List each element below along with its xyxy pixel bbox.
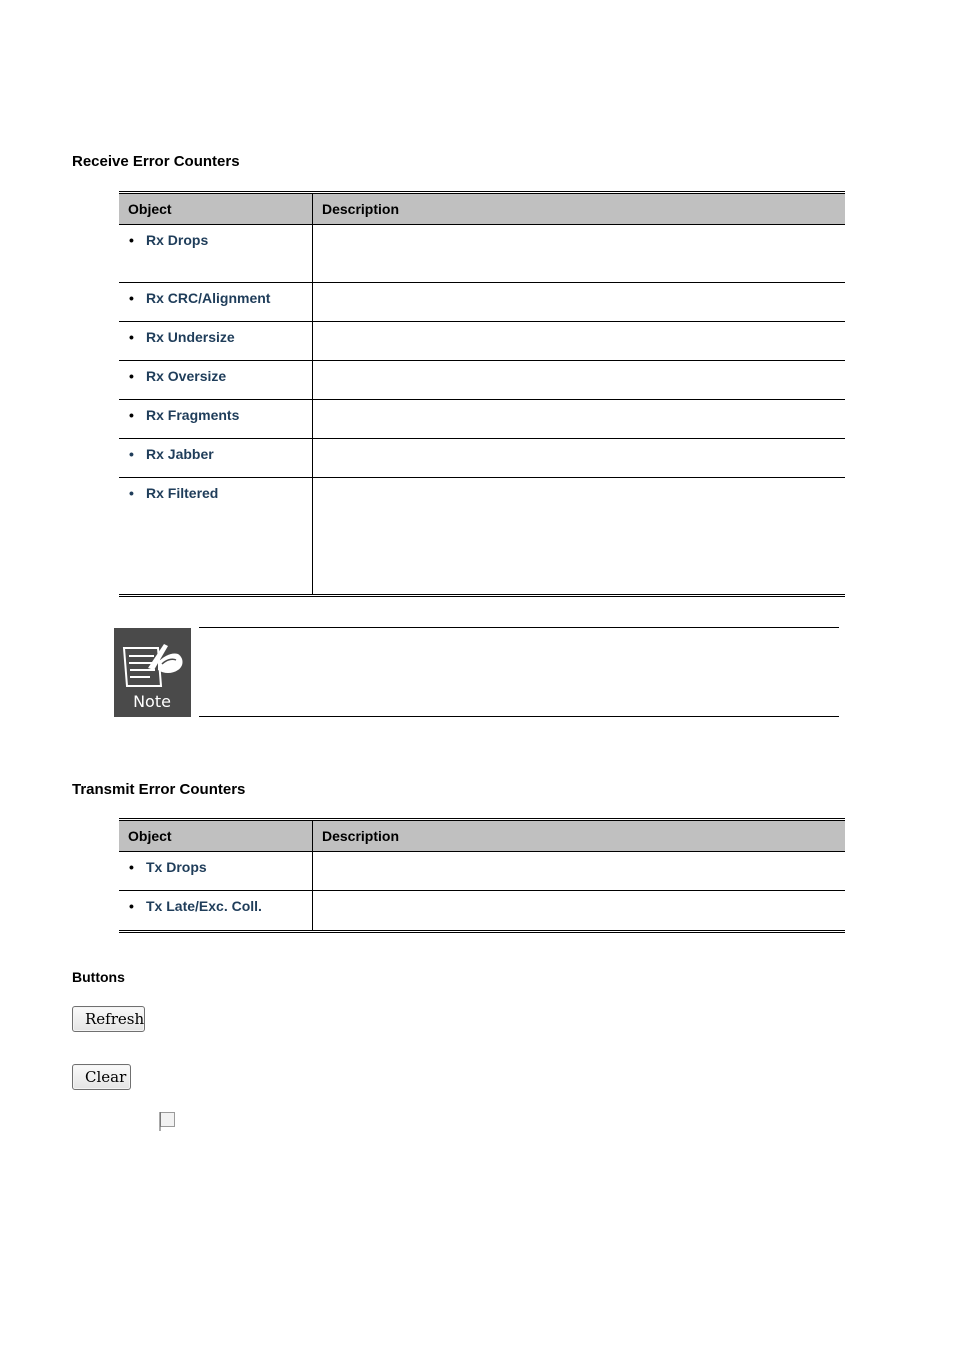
object-label-rx-undersize: Rx Undersize	[146, 329, 235, 345]
note-top-rule	[199, 627, 839, 628]
description-cell	[313, 322, 846, 361]
note-icon-label: Note	[133, 692, 171, 711]
description-cell	[313, 283, 846, 322]
buttons-section-title: Buttons	[72, 969, 125, 985]
bullet-icon: •	[129, 232, 134, 248]
table-row	[119, 400, 845, 439]
bullet-icon: •	[129, 446, 134, 462]
checkbox-icon[interactable]	[159, 1111, 176, 1131]
bullet-icon: •	[129, 859, 134, 875]
description-cell	[313, 852, 846, 891]
table-row	[119, 225, 845, 283]
table-row	[119, 322, 845, 361]
bullet-icon: •	[129, 329, 134, 345]
object-label-rx-crc-alignment: Rx CRC/Alignment	[146, 290, 271, 306]
object-label-rx-filtered: Rx Filtered	[146, 485, 219, 501]
object-label-tx-drops: Tx Drops	[146, 859, 207, 875]
description-column-header: Description	[313, 821, 846, 852]
table-row	[119, 439, 845, 478]
description-column-header: Description	[313, 194, 846, 225]
refresh-button[interactable]: Refresh	[72, 1006, 145, 1032]
bullet-icon: •	[129, 368, 134, 384]
description-cell	[313, 439, 846, 478]
bullet-icon: •	[129, 485, 134, 501]
object-column-header: Object	[119, 194, 313, 225]
receive-counters-table	[119, 191, 845, 597]
object-label-rx-jabber: Rx Jabber	[146, 446, 214, 462]
transmit-counters-table	[119, 818, 845, 933]
object-label-rx-fragments: Rx Fragments	[146, 407, 240, 423]
table-header-row	[119, 821, 845, 852]
description-cell	[313, 361, 846, 400]
bullet-icon: •	[129, 290, 134, 306]
table-row	[119, 361, 845, 400]
description-cell	[313, 400, 846, 439]
table-row	[119, 852, 845, 891]
table-row	[119, 478, 845, 594]
object-label-tx-late-exc-coll: Tx Late/Exc. Coll.	[146, 898, 262, 914]
description-cell	[313, 478, 846, 594]
clear-button[interactable]: Clear	[72, 1064, 131, 1090]
description-cell	[313, 891, 846, 930]
transmit-section-title: Transmit Error Counters	[72, 781, 246, 798]
bullet-icon: •	[129, 407, 134, 423]
object-label-rx-drops: Rx Drops	[146, 232, 209, 248]
table-row	[119, 283, 845, 322]
note-bottom-rule	[199, 716, 839, 717]
note-icon	[114, 628, 191, 717]
description-cell	[313, 225, 846, 283]
object-label-rx-oversize: Rx Oversize	[146, 368, 227, 384]
object-column-header: Object	[119, 821, 313, 852]
receive-section-title: Receive Error Counters	[72, 153, 240, 170]
bullet-icon: •	[129, 898, 134, 914]
table-header-row	[119, 194, 845, 225]
table-row	[119, 891, 845, 930]
